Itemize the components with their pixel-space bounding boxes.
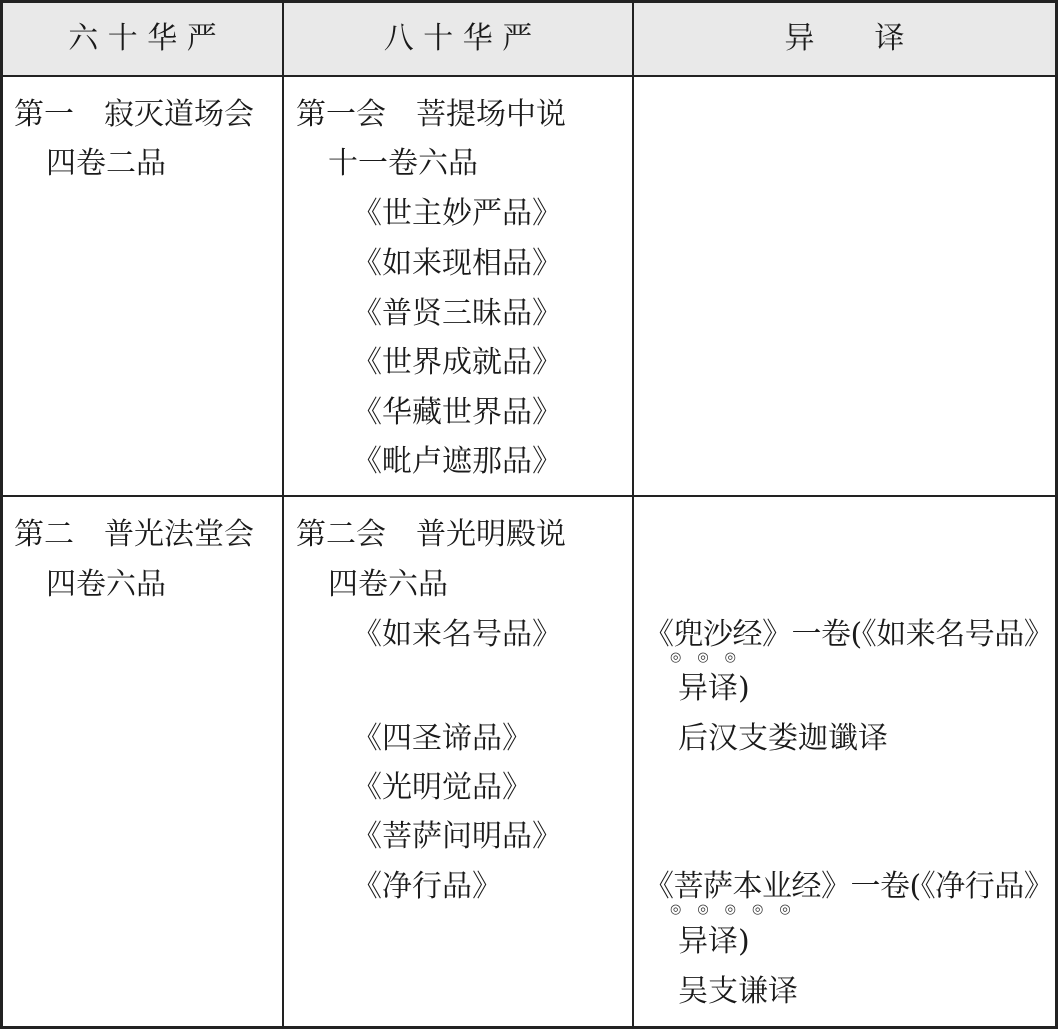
- assembly-extent: 四卷六品: [46, 567, 166, 602]
- header-sixty-huayan: 六 十 华 严: [68, 21, 217, 56]
- column-divider-1: [282, 0, 284, 1029]
- variant-note: 异译): [678, 924, 750, 959]
- emphasis-dots: ◎◎◎◎◎: [670, 902, 807, 917]
- assembly-extent: 四卷二品: [46, 146, 166, 181]
- row-divider: [0, 495, 1058, 497]
- chapter-item: 《华藏世界品》: [352, 395, 562, 430]
- chapter-item: 《世主妙严品》: [352, 196, 562, 231]
- variant-sutra-title: 《兜沙经》一卷(《如来名号品》: [644, 617, 1054, 652]
- assembly-title: 第一会 菩提场中说: [296, 97, 566, 132]
- chapter-item: 《毗卢遮那品》: [352, 444, 562, 479]
- emphasis-dots: ◎◎◎: [670, 650, 753, 665]
- chapter-item: 《菩萨问明品》: [352, 819, 562, 854]
- assembly-extent: 四卷六品: [328, 567, 448, 602]
- chapter-item: 《净行品》: [352, 869, 502, 904]
- header-variant-translations: 异 译: [784, 21, 905, 56]
- assembly-extent: 十一卷六品: [328, 146, 478, 181]
- table-left-border: [0, 0, 3, 1029]
- variant-note: 异译): [678, 671, 750, 706]
- chapter-item: 《普贤三昧品》: [352, 296, 562, 331]
- header-eighty-huayan: 八 十 华 严: [383, 21, 533, 56]
- chapter-item: 《四圣谛品》: [352, 721, 532, 756]
- chapter-item: 《如来现相品》: [352, 246, 562, 281]
- assembly-title: 第二会 普光明殿说: [296, 517, 566, 552]
- assembly-title: 第二 普光法堂会: [14, 517, 254, 552]
- variant-translator: 吴支谦译: [678, 974, 798, 1009]
- chapter-item: 《光明觉品》: [352, 770, 532, 805]
- variant-sutra-title: 《菩萨本业经》一卷(《净行品》: [644, 869, 1054, 904]
- column-divider-2: [632, 0, 634, 1029]
- variant-translator: 后汉支娄迦谶译: [678, 721, 888, 756]
- chapter-item: 《如来名号品》: [352, 617, 562, 652]
- assembly-title: 第一 寂灭道场会: [14, 97, 254, 132]
- chapter-item: 《世界成就品》: [352, 345, 562, 380]
